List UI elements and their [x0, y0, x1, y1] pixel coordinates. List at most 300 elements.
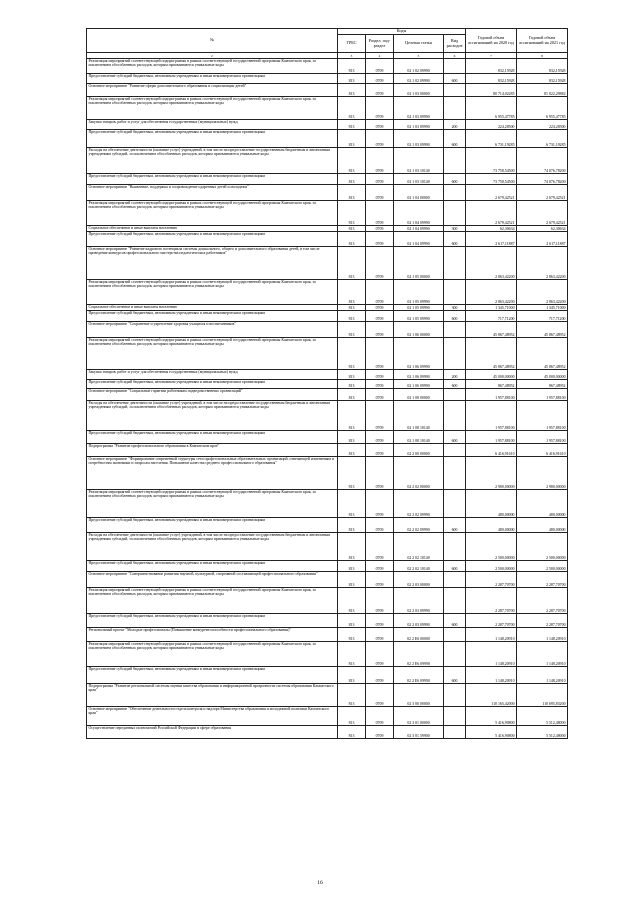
row-exptype: 600	[444, 431, 466, 444]
row-target: 02 2 E6 09990	[394, 667, 444, 684]
row-amount-2021: 2 863,42200	[517, 247, 568, 280]
row-description: Предоставление субсидий бюджетным, автономным учреждениям и иным некоммерческим организациям	[87, 130, 338, 148]
row-grbs: 813	[338, 226, 366, 232]
row-section: 0709	[366, 533, 394, 561]
header-plan-2021: Годовой объем ассигнований на 2021 год	[517, 29, 568, 53]
row-target: 02 1 06 09990	[394, 370, 444, 380]
row-description: Реализация мероприятий соответствующей подпрограммы в рамках соответствующей государственной программы Камчатского края, за исключением обособленных расходов, которым присваиваются уникальные коды	[87, 338, 338, 370]
row-description: Расходы на обеспечение деятельности (оказание услуг) учреждений, в том числе на предоставление государственным бюджетным и автономным учреждениям субсидий, за исключением обособленных расходов, которым присваиваются уникальные коды	[87, 401, 338, 431]
header-target: Целевая статья	[394, 35, 444, 53]
row-amount-2021: 2 500,00000	[517, 561, 568, 572]
row-description: Реализация мероприятий соответствующей подпрограммы в рамках соответствующей государственной программы Камчатского края, за исключением обособленных расходов, которым присваиваются уникальные коды	[87, 588, 338, 614]
row-exptype: 600	[444, 74, 466, 84]
table-row	[87, 401, 568, 431]
row-section: 0709	[366, 444, 394, 457]
row-section: 0709	[366, 130, 394, 148]
row-amount-2020: 224,28500	[466, 120, 517, 130]
row-description: Подпрограмма "Развитие региональной системы оценки качества образования и информационной прозрачности системы образования Камчатского края"	[87, 684, 338, 707]
row-amount-2020: 2 863,42200	[466, 280, 517, 305]
row-amount-2020: 80 714,02285	[466, 84, 517, 97]
row-grbs: 813	[338, 305, 366, 311]
row-amount-2020: 2 679,42521	[466, 201, 517, 226]
row-section: 0709	[366, 148, 394, 174]
row-amount-2020: 6 416,91610	[466, 444, 517, 457]
row-amount-2020: 480,00000	[466, 518, 517, 533]
row-section: 0709	[366, 628, 394, 642]
row-exptype	[444, 707, 466, 726]
row-grbs: 813	[338, 247, 366, 280]
row-amount-2020: 73 758,54500	[466, 174, 517, 185]
row-section: 0709	[366, 561, 394, 572]
row-amount-2020: 2 287,70700	[466, 572, 517, 588]
row-grbs: 813	[338, 533, 366, 561]
index-cell: 8	[517, 53, 568, 59]
row-amount-2021: 1 148,20910	[517, 667, 568, 684]
row-target: 02 2 03 00000	[394, 572, 444, 588]
row-amount-2021: 6 955,47785	[517, 97, 568, 120]
row-grbs: 813	[338, 148, 366, 174]
row-amount-2020: 1 148,20910	[466, 642, 517, 667]
row-amount-2020: 62,30634	[466, 226, 517, 232]
row-description: Реализация мероприятий соответствующей подпрограммы в рамках соответствующей государственной программы Камчатского края, за исключением обособленных расходов, которым присваиваются уникальные коды	[87, 490, 338, 518]
table-row	[87, 642, 568, 667]
header-section: Раздел, под-раздел	[366, 35, 394, 53]
row-amount-2020: 45 000,00000	[466, 370, 517, 380]
table-row	[87, 97, 568, 120]
row-exptype: 300	[444, 305, 466, 311]
table-row	[87, 59, 568, 74]
row-description: Предоставление субсидий бюджетным, автономным учреждениям и иным некоммерческим организациям	[87, 614, 338, 628]
row-grbs: 813	[338, 201, 366, 226]
table-row	[87, 431, 568, 444]
row-description: Предоставление субсидий бюджетным, автономным учреждениям и иным некоммерческим организациям	[87, 561, 338, 572]
row-exptype	[444, 322, 466, 338]
table-row	[87, 726, 568, 739]
row-amount-2020: 45 867,48952	[466, 338, 517, 370]
row-exptype	[444, 588, 466, 614]
row-grbs: 813	[338, 280, 366, 305]
row-section: 0709	[366, 322, 394, 338]
row-amount-2020: 1 957,88100	[466, 389, 517, 401]
table-row	[87, 84, 568, 97]
row-description: Основное мероприятие "Формирование современной структуры сети профессиональных образовательных организаций, отвечающей изменениям и потребностям экономики и запросам населения. Повышение качества среднего профессионального образования"	[87, 457, 338, 490]
row-grbs: 813	[338, 185, 366, 201]
row-grbs: 813	[338, 401, 366, 431]
table-row	[87, 148, 568, 174]
row-exptype	[444, 684, 466, 707]
table-row	[87, 232, 568, 247]
row-amount-2020: 1 148,20910	[466, 667, 517, 684]
row-amount-2020: 2 500,00000	[466, 561, 517, 572]
row-exptype	[444, 490, 466, 518]
row-exptype	[444, 247, 466, 280]
row-amount-2020: 5 416,90800	[466, 726, 517, 739]
row-section: 0709	[366, 201, 394, 226]
row-section: 0709	[366, 518, 394, 533]
row-section: 0709	[366, 59, 394, 74]
row-section: 0709	[366, 370, 394, 380]
row-amount-2021: 5 512,48000	[517, 726, 568, 739]
row-amount-2021: 2 679,42521	[517, 201, 568, 226]
row-grbs: 813	[338, 232, 366, 247]
row-description: Основное мероприятие "Совершенствование развития научной, культурной, спортивной составляющей профессионального образования"	[87, 572, 338, 588]
row-grbs: 813	[338, 614, 366, 628]
row-amount-2021: 45 000,00000	[517, 370, 568, 380]
header-codes: Коды	[338, 29, 466, 35]
row-target: 02 1 05 09990	[394, 280, 444, 305]
row-amount-2020: 2 617,11887	[466, 232, 517, 247]
row-amount-2021: 5 512,48000	[517, 707, 568, 726]
row-exptype	[444, 726, 466, 739]
row-target: 02 2 E6 00000	[394, 628, 444, 642]
row-grbs: 813	[338, 370, 366, 380]
row-target: 02 2 02 09990	[394, 518, 444, 533]
table-body	[87, 59, 568, 739]
row-section: 0709	[366, 588, 394, 614]
row-grbs: 813	[338, 588, 366, 614]
row-description: Предоставление субсидий бюджетным, автономным учреждениям и иным некоммерческим организациям	[87, 311, 338, 322]
row-amount-2021: 224,28500	[517, 120, 568, 130]
row-amount-2020: 2 679,42521	[466, 185, 517, 201]
row-section: 0709	[366, 431, 394, 444]
table-row	[87, 380, 568, 389]
table-row	[87, 572, 568, 588]
row-amount-2021: 62,30634	[517, 226, 568, 232]
row-target: 02 1 08 10140	[394, 431, 444, 444]
row-target: 02 2 02 10140	[394, 561, 444, 572]
row-target: 02 1 08 10140	[394, 401, 444, 431]
table-row	[87, 338, 568, 370]
row-target: 02 1 05 00000	[394, 247, 444, 280]
row-exptype: 200	[444, 370, 466, 380]
row-description: Осуществление переданных полномочий Российской Федерации в сфере образования	[87, 726, 338, 739]
row-amount-2020: 45 867,48952	[466, 322, 517, 338]
row-exptype: 300	[444, 226, 466, 232]
row-description: Расходы на обеспечение деятельности (оказание услуг) учреждений, в том числе на предоставление государственным бюджетным и автономным учреждениям субсидий, за исключением обособленных расходов, которым присваиваются уникальные коды	[87, 148, 338, 174]
row-target: 02 2 E6 09990	[394, 642, 444, 667]
row-target: 02 1 08 00000	[394, 389, 444, 401]
row-section: 0709	[366, 667, 394, 684]
row-amount-2021: 2 679,42521	[517, 185, 568, 201]
table-row	[87, 684, 568, 707]
row-amount-2021: 717,71200	[517, 311, 568, 322]
index-cell: 6	[444, 53, 466, 59]
row-description: Реализация мероприятий соответствующей подпрограммы в рамках соответствующей государственной программы Камчатского края, за исключением обособленных расходов, которым присваиваются уникальные коды	[87, 97, 338, 120]
table-row	[87, 628, 568, 642]
row-description: Предоставление субсидий бюджетным, автономным учреждениям и иным некоммерческим организациям	[87, 431, 338, 444]
row-section: 0709	[366, 707, 394, 726]
row-amount-2021: 81 022,29882	[517, 84, 568, 97]
row-description: Закупка товаров, работ и услуг для обеспечения государственных (муниципальных) нужд	[87, 120, 338, 130]
table-row	[87, 311, 568, 322]
row-amount-2020: 2 287,70700	[466, 614, 517, 628]
row-target: 02 2 02 09990	[394, 490, 444, 518]
row-amount-2021: 480,00000	[517, 490, 568, 518]
row-description: Основное мероприятие "Обеспечение деятельности отдела контроля и надзора Министерства образования и молодежной политики Камчатского края"	[87, 707, 338, 726]
row-target: 02 2 00 00000	[394, 444, 444, 457]
index-cell: 3	[338, 53, 366, 59]
table-row	[87, 707, 568, 726]
row-amount-2021: 6 416,91610	[517, 444, 568, 457]
row-exptype: 600	[444, 518, 466, 533]
row-description: Региональный проект "Молодые профессионалы (Повышение конкурентоспособности профессионального образования)"	[87, 628, 338, 642]
row-target: 02 2 02 00000	[394, 457, 444, 490]
page-number: 16	[317, 880, 323, 886]
row-exptype	[444, 401, 466, 431]
row-section: 0709	[366, 311, 394, 322]
header-plan-2020: Годовой объем ассигнований на 2020 год	[466, 29, 517, 53]
row-amount-2020: 2 863,42200	[466, 247, 517, 280]
row-amount-2021: 867,48952	[517, 380, 568, 389]
row-exptype	[444, 533, 466, 561]
table-row	[87, 614, 568, 628]
row-grbs: 813	[338, 444, 366, 457]
row-target: 02 1 02 09990	[394, 74, 444, 84]
row-amount-2021: 2 500,00000	[517, 533, 568, 561]
table-row	[87, 561, 568, 572]
row-grbs: 813	[338, 389, 366, 401]
table-row	[87, 130, 568, 148]
row-grbs: 813	[338, 684, 366, 707]
row-amount-2020: 110 165,42000	[466, 684, 517, 707]
row-amount-2021: 2 287,70700	[517, 614, 568, 628]
row-grbs: 813	[338, 338, 366, 370]
index-cell: 5	[394, 53, 444, 59]
table-row	[87, 667, 568, 684]
table-row	[87, 74, 568, 84]
row-exptype	[444, 457, 466, 490]
table-row	[87, 588, 568, 614]
row-target: 02 3 01 59900	[394, 726, 444, 739]
row-target: 02 1 03 09990	[394, 130, 444, 148]
table-row	[87, 280, 568, 305]
row-amount-2020: 1 148,20910	[466, 628, 517, 642]
row-amount-2020: 832,15928	[466, 74, 517, 84]
row-description: Основное мероприятие "Развитие кадрового потенциала системы дошкольного, общего и дополнительного образования детей, в том числе проведение конкурсов профессионального мастерства педагогических работников"	[87, 247, 338, 280]
row-exptype	[444, 444, 466, 457]
row-section: 0709	[366, 726, 394, 739]
row-target: 02 1 04 09990	[394, 226, 444, 232]
row-exptype	[444, 389, 466, 401]
row-amount-2020: 2 980,00000	[466, 457, 517, 490]
row-target: 02 1 06 09990	[394, 380, 444, 389]
row-description: Предоставление субсидий бюджетным, автономным учреждениям и иным некоммерческим организациям	[87, 74, 338, 84]
row-target: 02 1 06 09990	[394, 338, 444, 370]
row-target: 02 1 03 10140	[394, 148, 444, 174]
row-target: 02 2 02 10140	[394, 533, 444, 561]
index-cell: 7	[466, 53, 517, 59]
row-target: 02 1 04 09990	[394, 201, 444, 226]
row-section: 0709	[366, 97, 394, 120]
row-section: 0709	[366, 457, 394, 490]
index-cell: 4	[366, 53, 394, 59]
row-description: Реализация мероприятий соответствующей подпрограммы в рамках соответствующей государственной программы Камчатского края, за исключением обособленных расходов, которым присваиваются уникальные коды	[87, 280, 338, 305]
row-exptype	[444, 572, 466, 588]
row-grbs: 813	[338, 120, 366, 130]
row-grbs: 813	[338, 84, 366, 97]
row-description: Основное мероприятие "Развитие сферы дополнительного образования и социализации детей"	[87, 84, 338, 97]
row-exptype	[444, 59, 466, 74]
row-amount-2020: 480,00000	[466, 490, 517, 518]
row-amount-2020: 6 955,47785	[466, 97, 517, 120]
row-grbs: 813	[338, 74, 366, 84]
row-description: Предоставление субсидий бюджетным, автономным учреждениям и иным некоммерческим организациям	[87, 174, 338, 185]
row-section: 0709	[366, 174, 394, 185]
row-amount-2021: 1 957,88100	[517, 389, 568, 401]
budget-table	[86, 28, 568, 739]
row-grbs: 813	[338, 572, 366, 588]
row-description: Реализация мероприятий соответствующей подпрограммы в рамках соответствующей государственной программы Камчатского края, за исключением обособленных расходов, которым присваиваются уникальные коды	[87, 59, 338, 74]
row-exptype: 200	[444, 120, 466, 130]
row-exptype	[444, 338, 466, 370]
row-amount-2021: 2 287,70700	[517, 588, 568, 614]
row-description: Реализация мероприятий соответствующей подпрограммы в рамках соответствующей государственной программы Камчатского края, за исключением обособленных расходов, которым присваиваются уникальные коды	[87, 642, 338, 667]
row-section: 0709	[366, 74, 394, 84]
row-grbs: 813	[338, 628, 366, 642]
table-row	[87, 201, 568, 226]
row-grbs: 813	[338, 642, 366, 667]
row-amount-2020: 1 957,88100	[466, 431, 517, 444]
row-section: 0709	[366, 572, 394, 588]
row-section: 0709	[366, 185, 394, 201]
row-amount-2020: 2 287,70700	[466, 588, 517, 614]
table-row	[87, 247, 568, 280]
row-section: 0709	[366, 305, 394, 311]
row-grbs: 813	[338, 490, 366, 518]
row-amount-2021: 45 867,48952	[517, 338, 568, 370]
table-row	[87, 185, 568, 201]
row-amount-2021: 2 617,11887	[517, 232, 568, 247]
row-target: 02 1 04 09990	[394, 232, 444, 247]
row-grbs: 813	[338, 457, 366, 490]
row-grbs: 813	[338, 726, 366, 739]
table-row	[87, 389, 568, 401]
row-section: 0709	[366, 84, 394, 97]
row-target: 02 2 03 09990	[394, 588, 444, 614]
row-section: 0709	[366, 684, 394, 707]
row-amount-2020: 6 731,19285	[466, 130, 517, 148]
row-amount-2021: 1 148,20910	[517, 628, 568, 642]
row-exptype	[444, 628, 466, 642]
row-target: 02 1 03 00000	[394, 84, 444, 97]
row-section: 0709	[366, 642, 394, 667]
row-description: Предоставление субсидий бюджетным, автономным учреждениям и иным некоммерческим организациям	[87, 380, 338, 389]
table-row	[87, 174, 568, 185]
header-grbs: ГРБС	[338, 35, 366, 53]
header-exptype: Вид расходов	[444, 35, 466, 53]
row-target: 02 3 01 00000	[394, 707, 444, 726]
row-description: Предоставление субсидий бюджетным, автономным учреждениям и иным некоммерческим организациям	[87, 667, 338, 684]
row-exptype: 600	[444, 174, 466, 185]
row-section: 0709	[366, 380, 394, 389]
row-amount-2021: 1 957,88100	[517, 401, 568, 431]
row-description: Социальное обеспечение и иные выплаты населению	[87, 305, 338, 311]
header-no: №	[87, 29, 338, 53]
row-target: 02 1 03 09990	[394, 97, 444, 120]
row-grbs: 813	[338, 322, 366, 338]
row-target: 02 1 06 00000	[394, 322, 444, 338]
row-exptype	[444, 185, 466, 201]
row-exptype: 600	[444, 380, 466, 389]
row-description: Основное мероприятие "Социальные гарантии работникам подведомственных организаций"	[87, 389, 338, 401]
row-amount-2021: 1 957,88100	[517, 431, 568, 444]
row-description: Закупка товаров, работ и услуг для обеспечения государственных (муниципальных) нужд	[87, 370, 338, 380]
row-exptype: 600	[444, 561, 466, 572]
table-row	[87, 533, 568, 561]
row-amount-2020: 5 416,90800	[466, 707, 517, 726]
row-grbs: 813	[338, 667, 366, 684]
row-description: Предоставление субсидий бюджетным, автономным учреждениям и иным некоммерческим организациям	[87, 232, 338, 247]
row-exptype	[444, 642, 466, 667]
row-grbs: 813	[338, 707, 366, 726]
row-section: 0709	[366, 614, 394, 628]
row-amount-2020: 832,15928	[466, 59, 517, 74]
index-cell: 2	[87, 53, 338, 59]
row-exptype	[444, 84, 466, 97]
row-target: 02 2 03 09990	[394, 614, 444, 628]
row-description: Предоставление субсидий бюджетным, автономным учреждениям и иным некоммерческим организациям	[87, 518, 338, 533]
row-grbs: 813	[338, 518, 366, 533]
row-grbs: 813	[338, 174, 366, 185]
row-target: 02 1 05 09990	[394, 311, 444, 322]
row-amount-2020: 867,48952	[466, 380, 517, 389]
row-section: 0709	[366, 389, 394, 401]
row-section: 0709	[366, 120, 394, 130]
table-row	[87, 457, 568, 490]
row-amount-2021: 480,00000	[517, 518, 568, 533]
row-amount-2021: 45 867,48952	[517, 322, 568, 338]
row-section: 0709	[366, 490, 394, 518]
row-target: 02 1 02 09990	[394, 59, 444, 74]
row-grbs: 813	[338, 130, 366, 148]
row-amount-2021: 1 345,71000	[517, 305, 568, 311]
row-target: 02 1 03 10140	[394, 174, 444, 185]
row-description: Основное мероприятие "Сохранение и укрепление здоровья учащихся и воспитанников"	[87, 322, 338, 338]
row-description: Основное мероприятие "Выявление, поддержка и сопровождение одаренных детей и молодежи"	[87, 185, 338, 201]
row-amount-2020: 73 758,54500	[466, 148, 517, 174]
row-description: Социальное обеспечение и иные выплаты населению	[87, 226, 338, 232]
row-description: Расходы на обеспечение деятельности (оказание услуг) учреждений, в том числе на предоставление государственным бюджетным и автономным учреждениям субсидий, за исключением обособленных расходов, которым присваиваются уникальные коды	[87, 533, 338, 561]
row-target: 02 3 00 00000	[394, 684, 444, 707]
row-amount-2020: 2 500,00000	[466, 533, 517, 561]
document-page	[86, 28, 567, 739]
row-grbs: 813	[338, 431, 366, 444]
row-amount-2021: 1 148,20910	[517, 642, 568, 667]
row-description: Подпрограмма "Развитие профессионального образования в Камчатском крае"	[87, 444, 338, 457]
row-section: 0709	[366, 247, 394, 280]
row-exptype: 600	[444, 311, 466, 322]
row-section: 0709	[366, 338, 394, 370]
table-row	[87, 444, 568, 457]
row-amount-2021: 2 980,00000	[517, 457, 568, 490]
row-amount-2021: 6 731,19285	[517, 130, 568, 148]
row-exptype	[444, 201, 466, 226]
row-exptype: 600	[444, 130, 466, 148]
row-amount-2021: 2 863,42200	[517, 280, 568, 305]
row-exptype: 600	[444, 667, 466, 684]
row-exptype	[444, 97, 466, 120]
row-amount-2021: 2 287,70700	[517, 572, 568, 588]
row-grbs: 813	[338, 59, 366, 74]
row-section: 0709	[366, 232, 394, 247]
row-amount-2021: 832,15928	[517, 59, 568, 74]
table-row	[87, 120, 568, 130]
row-grbs: 813	[338, 561, 366, 572]
row-amount-2020: 1 957,88100	[466, 401, 517, 431]
row-grbs: 813	[338, 380, 366, 389]
row-amount-2021: 832,15928	[517, 74, 568, 84]
table-row	[87, 370, 568, 380]
